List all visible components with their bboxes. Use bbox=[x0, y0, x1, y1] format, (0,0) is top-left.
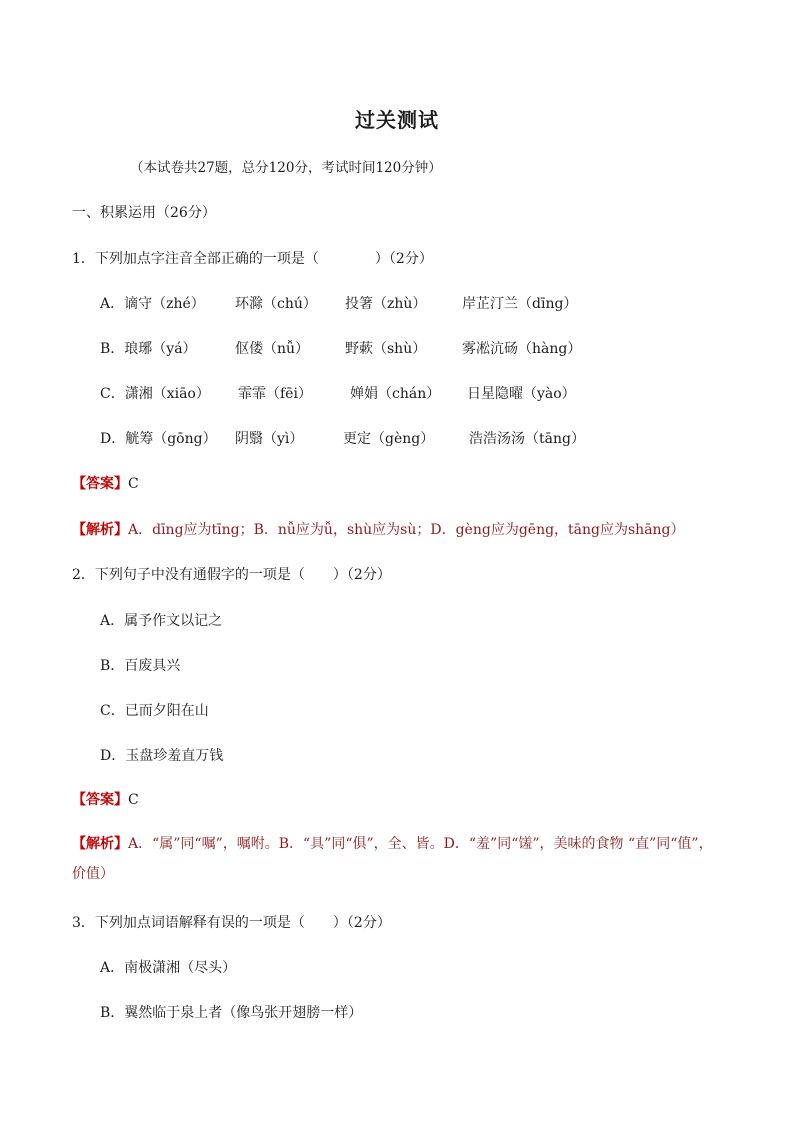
question-2-stem: 2．下列句子中没有通假字的一项是（ ）（2分） bbox=[72, 567, 391, 583]
explanation-tag: 【解析】 bbox=[72, 836, 128, 852]
question-1-stem: 1．下列加点字注音全部正确的一项是（ ）（2分） bbox=[72, 251, 433, 267]
answer-tag: 【答案】 bbox=[72, 476, 128, 492]
section-heading: 一、积累运用（26分） bbox=[72, 205, 216, 221]
q1-option-c-item-1: C．潇湘（xiāo） bbox=[100, 386, 210, 402]
page-title: 过关测试 bbox=[355, 108, 439, 132]
q2-option-b: B．百废具兴 bbox=[100, 658, 181, 674]
q1-option-a-item-1: A．谪守（zhé） bbox=[100, 296, 205, 312]
q2-explanation bbox=[72, 829, 722, 889]
explanation-text: A．“属”同“嘱”，嘱咐。B．“具”同“俱”，全、皆。D．“羞”同“馐”，美味的食物 “直”同“值”，价值） bbox=[72, 836, 713, 882]
q1-option-d-item-1: D．觥筹（gōng） bbox=[100, 431, 217, 447]
q1-option-a-item-4: 岸芷汀兰（dīng） bbox=[462, 296, 578, 312]
q3-option-a: A．南极潇湘（尽头） bbox=[100, 960, 237, 976]
q1-option-c-item-4: 日星隐曜（yào） bbox=[467, 386, 576, 402]
explanation-tag: 【解析】 bbox=[72, 522, 128, 538]
q1-option-a-item-2: 环滁（chú） bbox=[235, 296, 317, 312]
exam-info: （本试卷共27题，总分120分，考试时间120分钟） bbox=[130, 160, 442, 176]
q1-option-c-item-2: 霏霏（fēi） bbox=[238, 386, 312, 402]
q1-explanation bbox=[72, 519, 685, 539]
q2-option-c: C．已而夕阳在山 bbox=[100, 703, 209, 719]
q1-option-d-item-4: 浩浩汤汤（tāng） bbox=[469, 431, 585, 447]
q1-option-b-item-2: 伛偻（nǚ） bbox=[235, 341, 310, 357]
q2-option-d: D．玉盘珍羞直万钱 bbox=[100, 748, 224, 764]
question-3-stem: 3．下列加点词语解释有误的一项是（ ）（2分） bbox=[72, 915, 391, 931]
q2-option-a: A．属予作文以记之 bbox=[100, 613, 223, 629]
answer-tag: 【答案】 bbox=[72, 792, 128, 808]
answer-value: C bbox=[128, 792, 139, 808]
q3-option-b: B．翼然临于泉上者（像鸟张开翅膀一样） bbox=[100, 1005, 363, 1021]
q1-option-d-item-2: 阴翳（yì） bbox=[235, 431, 304, 447]
answer-value: C bbox=[128, 476, 139, 492]
q1-option-c-item-3: 婵娟（chán） bbox=[350, 386, 441, 402]
q1-option-b-item-3: 野蔌（shù） bbox=[345, 341, 427, 357]
q1-option-b-item-4: 雾凇沆砀（hàng） bbox=[462, 341, 582, 357]
q1-option-a-item-3: 投箸（zhù） bbox=[345, 296, 427, 312]
explanation-text: A．dīng应为tīng；B．nǚ应为ǚ，shù应为sù；D．gèng应为gēng，tāng应为shāng） bbox=[128, 522, 685, 538]
q1-answer bbox=[72, 473, 139, 493]
q1-option-b-item-1: B．琅琊（yá） bbox=[100, 341, 197, 357]
q2-answer bbox=[72, 789, 139, 809]
q1-option-d-item-3: 更定（gèng） bbox=[343, 431, 435, 447]
